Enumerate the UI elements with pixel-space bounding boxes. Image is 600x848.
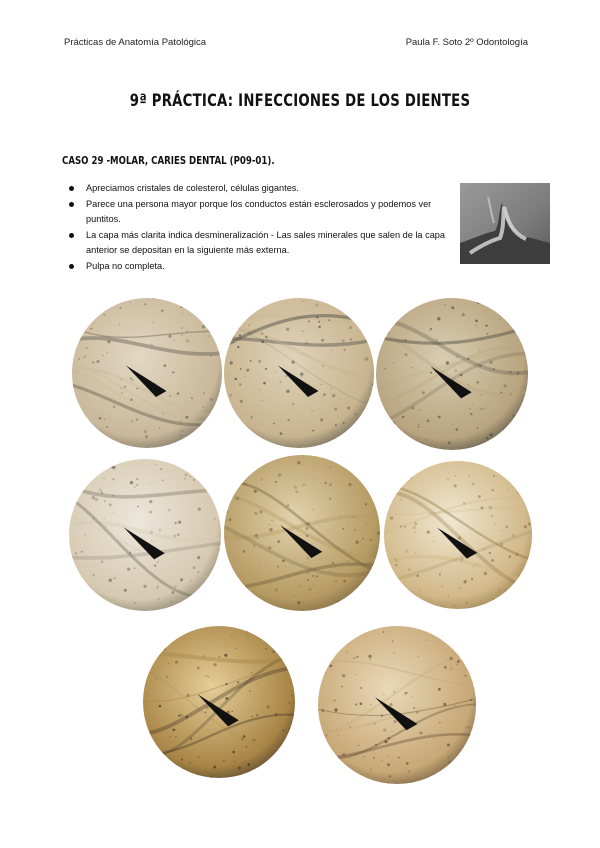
- case-heading: CASO 29 -MOLAR, CARIES DENTAL (P09-01).: [62, 155, 275, 167]
- note-item: Apreciamos cristales de colesterol, células gigantes.: [68, 181, 456, 197]
- header-left: Prácticas de Anatomía Patológica: [64, 37, 207, 48]
- micrograph-1: [72, 298, 222, 448]
- micrograph-5: [224, 455, 380, 611]
- note-item: Pulpa no completa.: [68, 259, 456, 275]
- note-item: Parece una persona mayor porque los conductos están esclerosados y podemos ver puntitos.: [68, 197, 456, 228]
- micrograph-3: [376, 298, 528, 450]
- micrograph-8: [318, 626, 476, 784]
- notes-list: [68, 181, 456, 274]
- micrograph-4: [69, 459, 221, 611]
- micrograph-7: [143, 626, 295, 778]
- specimen-thumbnail: [460, 183, 550, 264]
- micrograph-2: [224, 298, 374, 448]
- micrograph-6: [384, 461, 532, 609]
- page-title: 9ª PRÁCTICA: INFECCIONES DE LOS DIENTES: [129, 91, 471, 111]
- note-item: La capa más clarita indica desmineralización - Las sales minerales que salen de la capa anterior se depositan en la siguiente más externa.: [68, 228, 456, 259]
- header-right: Paula F. Soto 2º Odontología: [405, 37, 528, 48]
